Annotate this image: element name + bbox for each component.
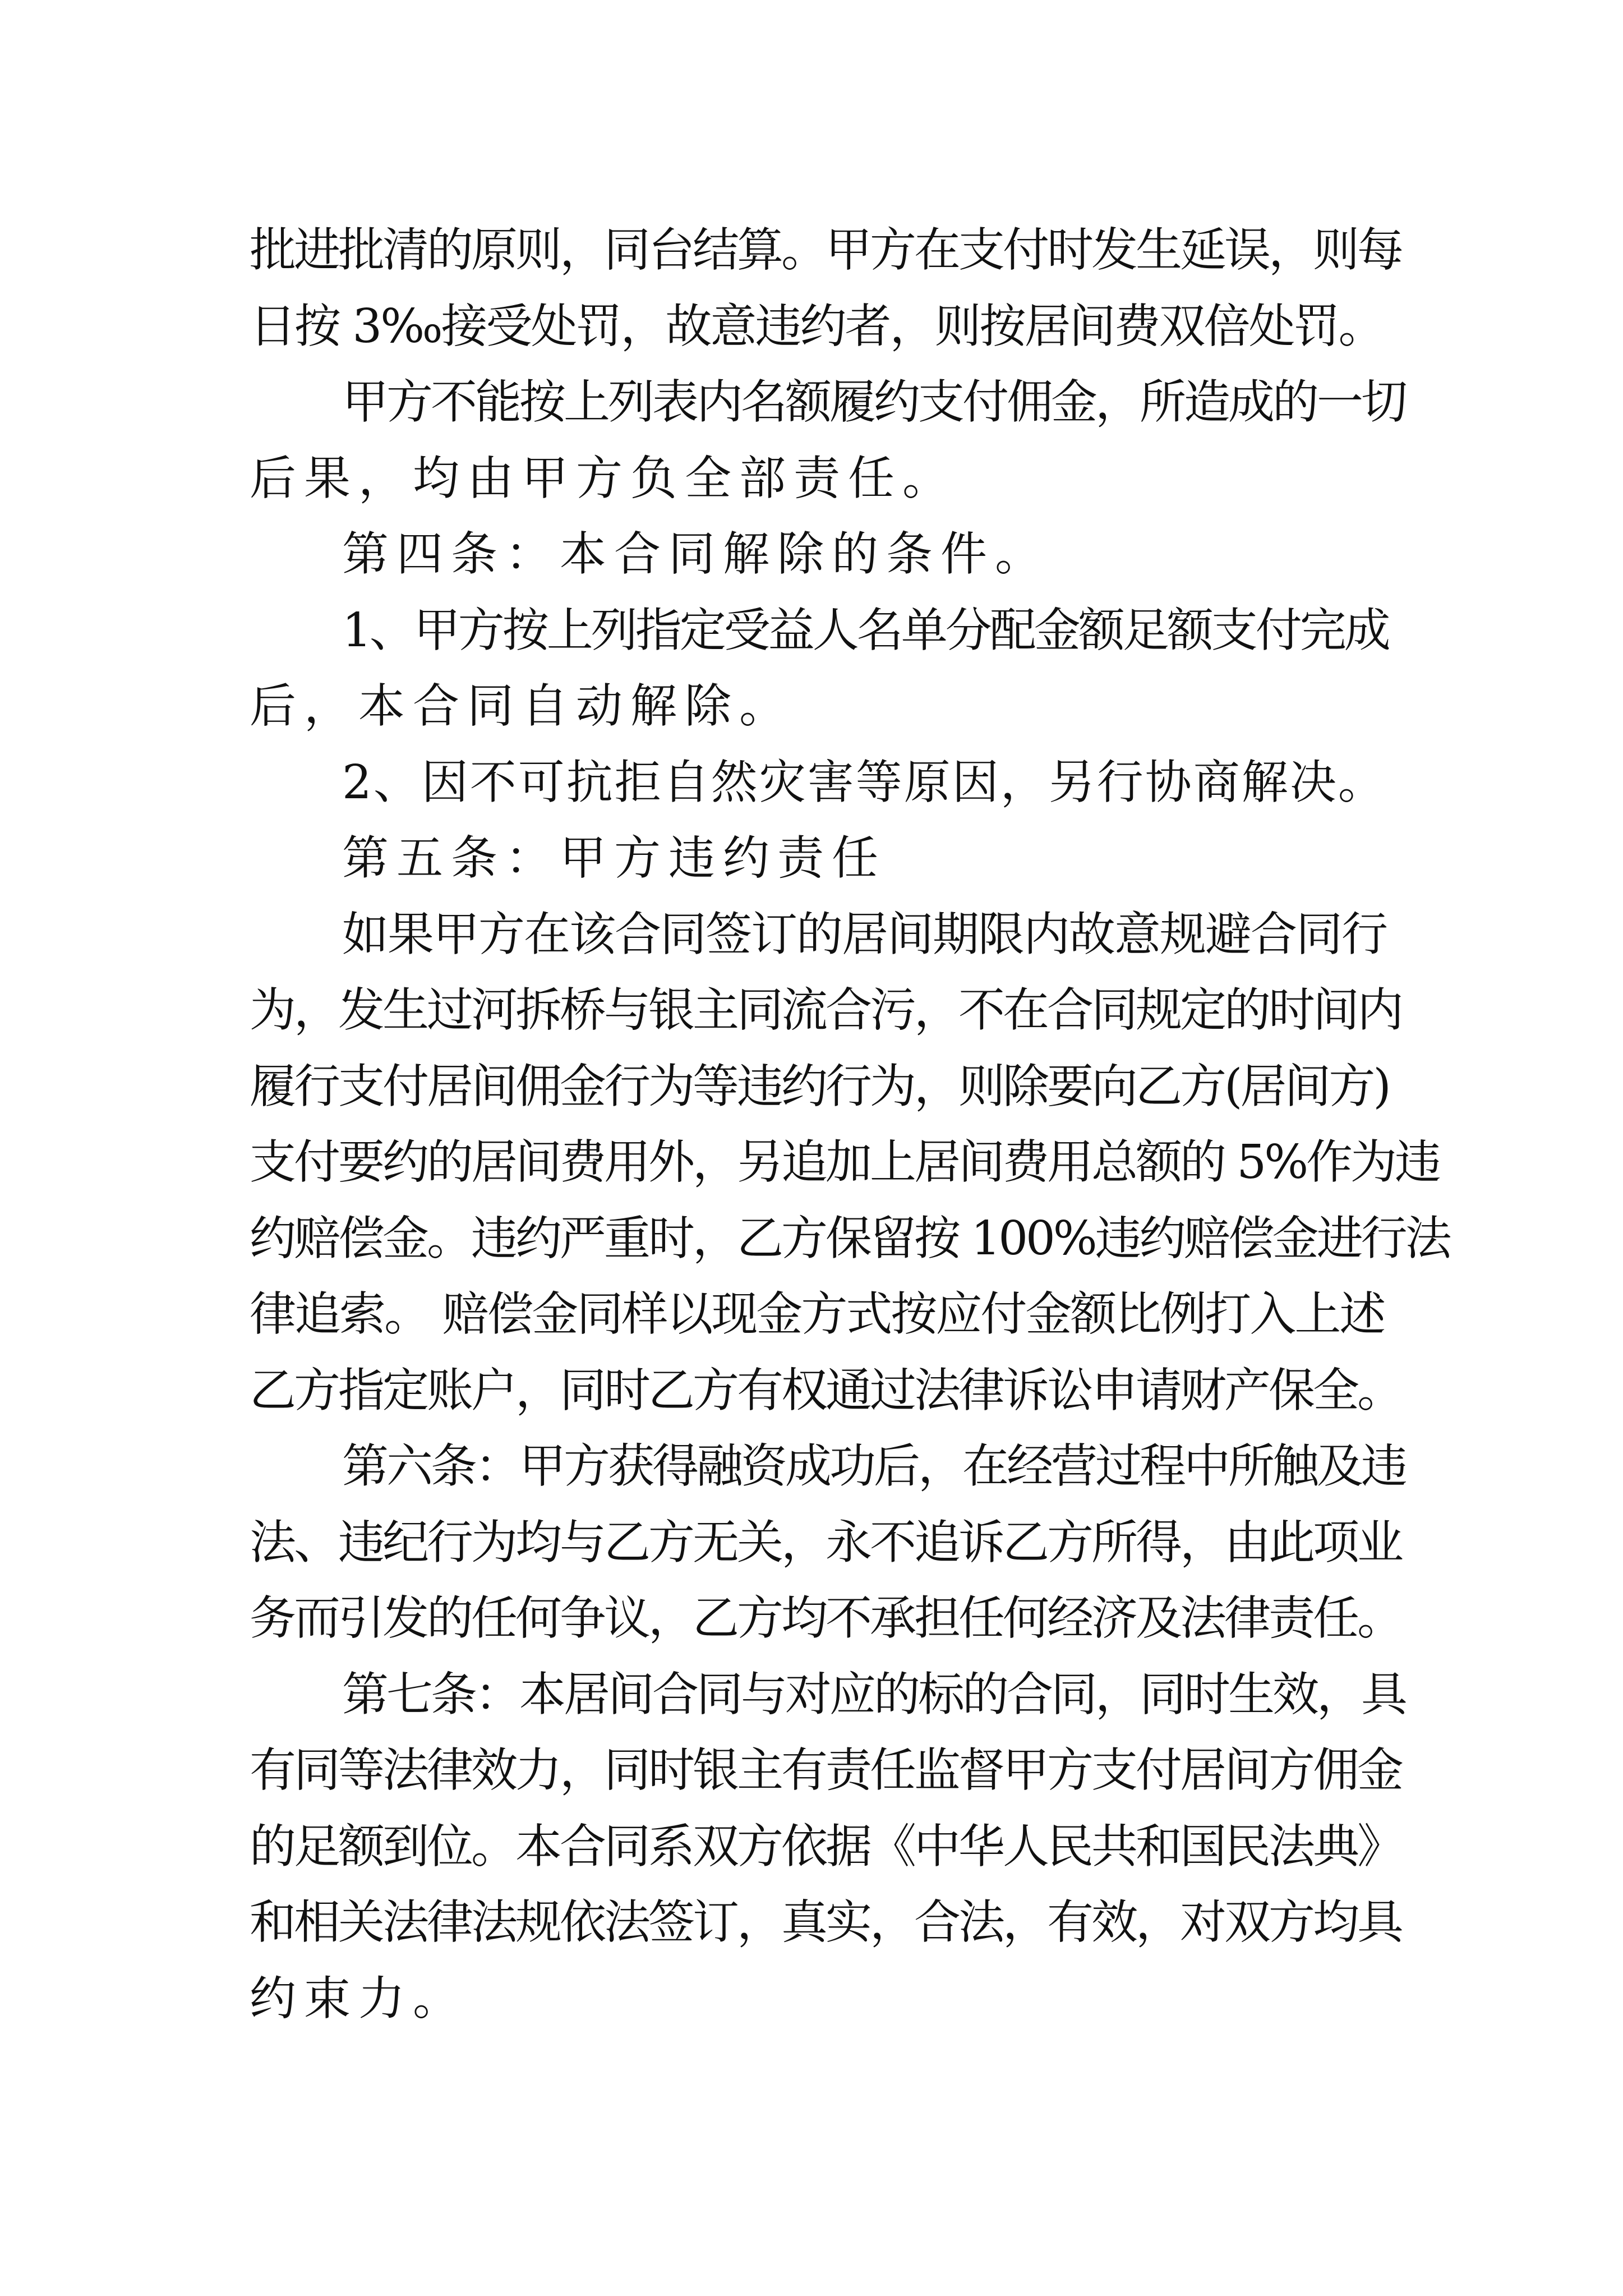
- text-line: 第六条：甲方获得融资成功后，在经营过程中所触及违: [342, 1439, 1405, 1493]
- text-line: 履行支付居间佣金行为等违约行为，则除要向乙方(居间方): [250, 1059, 1389, 1114]
- text-line: 第七条：本居间合同与对应的标的合同，同时生效，具: [342, 1667, 1405, 1722]
- text-line: 务而引发的任何争议，乙方均不承担任何经济及法律责任。: [250, 1591, 1401, 1645]
- contract-body-text: [250, 212, 1450, 2036]
- text-line: 和相关法律法规依法签订，真实，合法，有效，对双方均具: [250, 1895, 1401, 1949]
- text-line: 后，本合同自动解除。: [250, 679, 794, 733]
- text-line: 律追索。 赔偿金同样以现金方式按应付金额比例打入上述: [250, 1287, 1385, 1341]
- text-line: 约赔偿金。违约严重时，乙方保留按 100%违约赔偿金进行法: [250, 1211, 1450, 1266]
- text-line: 甲方不能按上列表内名额履约支付佣金，所造成的一切: [342, 375, 1405, 429]
- text-line: 乙方指定账户，同时乙方有权通过法律诉讼申请财产保全。: [250, 1363, 1401, 1418]
- text-line: 支付要约的居间费用外，另追加上居间费用总额的 5%作为违: [250, 1135, 1440, 1189]
- text-line: 约束力。: [250, 1971, 467, 2026]
- text-line: 法、违纪行为均与乙方无关，永不追诉乙方所得，由此项业: [250, 1515, 1401, 1570]
- text-line: 1、甲方按上列指定受益人名单分配金额足额支付完成: [342, 602, 1389, 657]
- text-line: 2、因不可抗拒自然灾害等原因，另行协商解决。: [342, 754, 1386, 809]
- text-line: 有同等法律效力，同时银主有责任监督甲方支付居间方佣金: [250, 1743, 1401, 1797]
- text-line: 第四条：本合同解除的条件。: [342, 527, 1049, 581]
- text-line: 后果，均由甲方负全部责任。: [250, 450, 957, 505]
- text-line: 批进批清的原则，同台结算。甲方在支付时发生延误，则每: [250, 223, 1401, 277]
- text-line: 为，发生过河拆桥与银主同流合污，不在合同规定的时间内: [250, 983, 1401, 1037]
- text-line: 日按 3‰接受处罚，故意违约者，则按居间费双倍处罚。: [250, 298, 1384, 353]
- text-line: 第五条：甲方违约责任: [342, 831, 886, 885]
- text-line: 的足额到位。本合同系双方依据《中华人民共和国民法典》: [250, 1819, 1401, 1874]
- text-line: 如果甲方在该合同签订的居间期限内故意规避合同行: [342, 907, 1387, 961]
